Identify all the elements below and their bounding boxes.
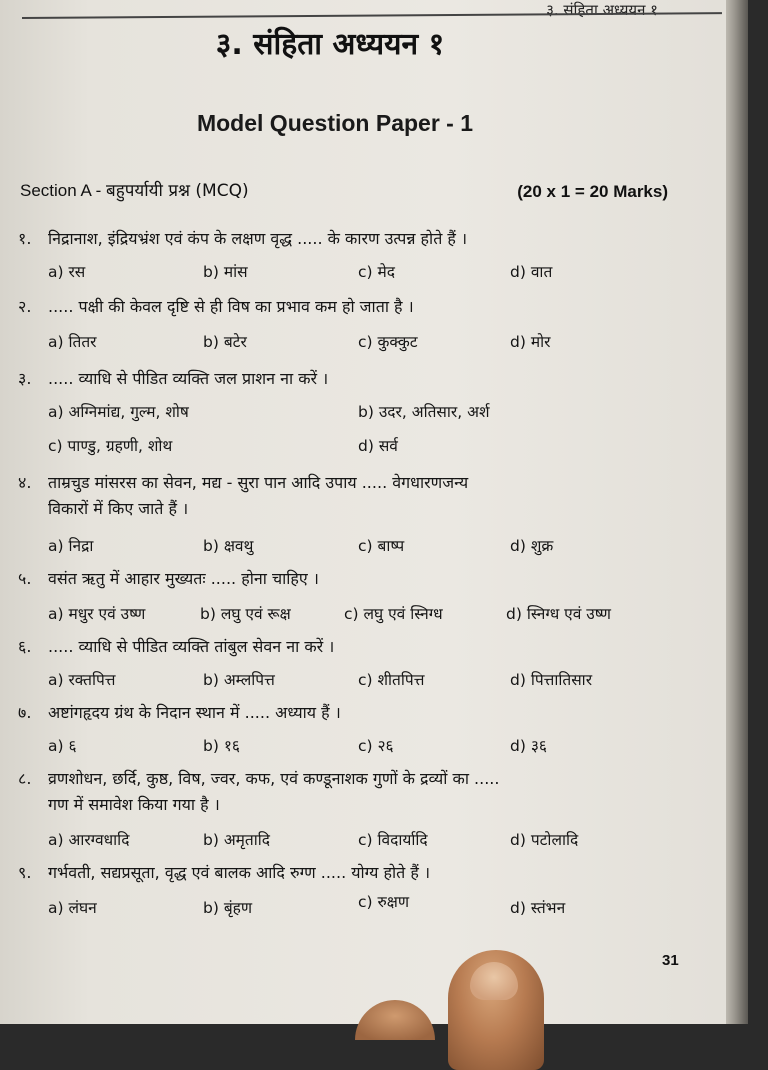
chapter-title: ३. संहिता अध्ययन १ [215,27,445,62]
option-a: a) लंघन [48,899,97,917]
question-number: ५. [18,569,32,588]
section-marks: (20 x 1 = 20 Marks) [517,182,668,201]
question-7 [18,700,683,726]
option-b: b) अमृतादि [203,831,271,849]
option-c: c) पाण्डु, ग्रहणी, शोथ [48,437,173,455]
page-number: 31 [662,952,679,969]
question-3 [18,366,683,392]
question-text: ..... व्याधि से पीडित व्यक्ति तांबुल सेवन ना करें । [48,637,335,656]
option-d: d) सर्व [358,437,398,455]
option-d: d) स्निग्ध एवं उष्ण [506,605,611,623]
question-text-continued: गण में समावेश किया गया है । [48,795,220,814]
section-heading [20,178,680,204]
question-text: ..... पक्षी की केवल दृष्टि से ही विष का प्रभाव कम हो जाता है । [48,297,414,316]
page-edge-shadow [726,0,748,1024]
question-9-options [48,893,688,922]
option-a: a) आरग्वधादि [48,831,130,849]
option-a: a) तितर [48,333,97,351]
question-number: ८. [18,769,32,788]
option-d: d) वात [510,263,553,281]
option-a: a) अग्निमांद्य, गुल्म, शोष [48,403,189,421]
question-6 [18,634,683,660]
option-d: d) पित्तातिसार [510,671,593,689]
question-number: ९. [18,863,32,882]
question-7-options [48,734,688,760]
question-text: अष्टांगहृदय ग्रंथ के निदान स्थान में ..... अध्याय हैं । [48,703,341,722]
option-b: b) १६ [203,737,240,755]
question-1-options [48,260,688,286]
option-c: c) बाष्प [358,537,405,555]
option-b: b) बटेर [203,333,247,351]
option-a: a) निद्रा [48,537,94,555]
option-a: a) रक्तपित्त [48,671,116,689]
question-2-options [48,330,688,356]
option-c: c) २६ [358,737,394,755]
question-text: व्रणशोधन, छर्दि, कुष्ठ, विष, ज्वर, कफ, एवं कण्डूनाशक गुणों के द्रव्यों का ..... [48,769,500,788]
paper-title: Model Question Paper - 1 [196,110,474,136]
option-c: c) विदार्यादि [358,831,428,849]
question-3-options-row2 [48,434,688,460]
question-text: वसंत ऋतु में आहार मुख्यतः ..... होना चाहिए । [48,569,319,588]
option-a: a) रस [48,263,86,281]
option-d: d) शुक्र [510,537,554,555]
option-d: d) ३६ [510,737,547,755]
option-b: b) उदर, अतिसार, अर्श [358,403,490,421]
question-number: ४. [18,473,32,492]
option-a: a) मधुर एवं उष्ण [48,605,146,623]
question-9 [18,860,683,886]
question-text: निद्रानाश, इंद्रियभ्रंश एवं कंप के लक्षण वृद्ध ..... के कारण उत्पन्न होते हैं । [48,229,468,248]
question-number: १. [18,229,32,248]
question-4-options [48,534,688,560]
option-a: a) ६ [48,737,77,755]
option-d: d) मोर [510,333,551,351]
option-c: c) रुक्षण [358,893,410,911]
question-number: २. [18,297,32,316]
question-8 [18,766,683,818]
section-label [20,178,249,201]
option-b: b) लघु एवं रूक्ष [200,605,291,623]
section-label-en: Section A - [20,181,106,200]
question-1 [18,226,683,252]
option-c: c) शीतपित्त [358,671,425,689]
option-b: b) बृंहण [203,899,253,917]
question-8-options [48,828,688,854]
section-label-hi: बहुपर्यायी प्रश्न (MCQ) [106,181,249,201]
option-d: d) स्तंभन [510,899,566,917]
option-c: c) लघु एवं स्निग्ध [344,605,443,623]
question-5 [18,566,683,592]
option-d: d) पटोलादि [510,831,579,849]
option-b: b) अम्लपित्त [203,671,275,689]
question-2 [18,294,683,320]
question-6-options [48,668,688,694]
option-b: b) मांस [203,263,248,281]
question-number: ३. [18,369,32,388]
question-text-continued: विकारों में किए जाते हैं । [48,499,189,518]
running-head: ३. संहिता अध्ययन १ [546,1,658,19]
option-b: b) क्षवथु [203,537,254,555]
question-number: ६. [18,637,32,656]
question-4 [18,470,683,522]
question-3-options-row1 [48,400,688,426]
option-c: c) मेद [358,263,395,281]
question-text: ..... व्याधि से पीडित व्यक्ति जल प्राशन ना करें । [48,369,329,388]
question-number: ७. [18,703,32,722]
question-text: गर्भवती, सद्यप्रसूता, वृद्ध एवं बालक आदि रुग्ण ..... योग्य होते हैं । [48,863,431,882]
question-5-options [48,602,688,628]
option-c: c) कुक्कुट [358,333,418,351]
question-text: ताम्रचुड मांसरस का सेवन, मद्य - सुरा पान आदि उपाय ..... वेगधारणजन्य [48,473,469,492]
